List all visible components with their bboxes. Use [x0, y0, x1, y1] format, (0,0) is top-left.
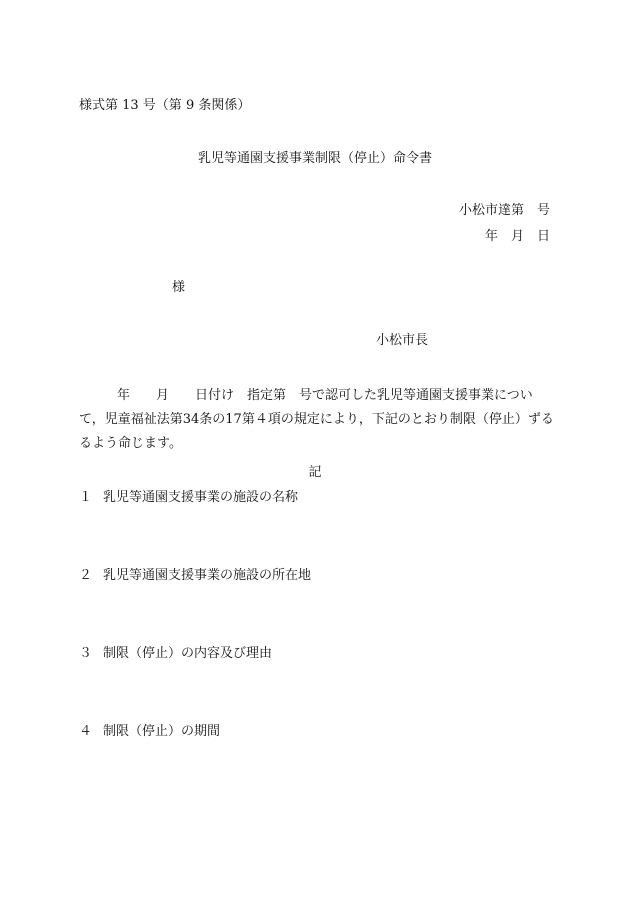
- issuer: 小松市長: [376, 333, 429, 348]
- body-line: るよう命じます。: [79, 436, 182, 451]
- addressee: 様: [172, 280, 186, 295]
- ki-heading: 記: [308, 465, 322, 480]
- item-label: 乳児等通園支援事業の施設の名称: [103, 490, 299, 505]
- list-item: [79, 490, 298, 506]
- item-number: ３: [79, 646, 93, 661]
- item-number: ２: [79, 568, 93, 583]
- body-line: て，児童福祉法第34条の17第４項の規定により，下記のとおり制限（停止）ずる: [79, 412, 554, 427]
- list-item: [79, 646, 272, 662]
- item-label: 制限（停止）の期間: [103, 724, 221, 739]
- body-line: 年 月 日付け 指定第 号で認可した乳児等通園支援事業につい: [117, 388, 533, 403]
- form-number: 様式第 13 号（第 9 条関係）: [79, 98, 251, 113]
- item-label: 乳児等通園支援事業の施設の所在地: [103, 568, 312, 583]
- item-number: ４: [79, 724, 93, 739]
- item-number: １: [79, 490, 93, 505]
- document-title: 乳児等通園支援事業制限（停止）命令書: [197, 151, 432, 166]
- body-paragraph: [79, 384, 554, 456]
- document-date: 年 月 日: [484, 229, 550, 244]
- document-number: 小松市達第 号: [458, 203, 550, 218]
- list-item: [79, 568, 311, 584]
- list-item: [79, 724, 220, 740]
- item-label: 制限（停止）の内容及び理由: [103, 646, 273, 661]
